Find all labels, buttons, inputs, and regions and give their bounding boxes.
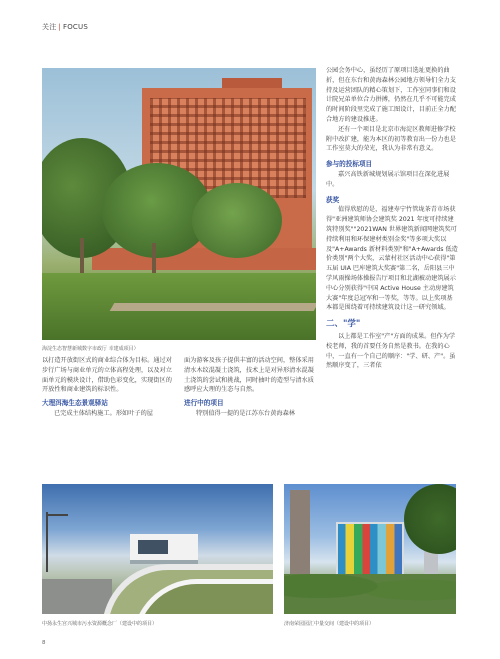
middle-paragraph: 面为游客及孩子提供丰富的活动空间，整体采用清水木纹混凝土浇筑，技术上是对异形清水混凝土浇筑的尝试和挑战，同时抽叶的造型与清水质感呼应大理的生态与自然。 <box>184 357 314 394</box>
left-paragraph-2: 已完成主体结构施工。形如叶子的屋 <box>54 409 153 417</box>
right-paragraph-2: 还有一个项目是北京市海淀区教师进修学校附中改扩建，能为本区的初等教育出一份力也是工作室莫大的荣光，我认为非常有意义。 <box>326 125 456 153</box>
photo-water-plant <box>42 484 273 614</box>
section-title: FOCUS <box>62 23 88 31</box>
right-paragraph-1: 公园会务中心，虽经历了原项目选址更换的曲折，但在东台和黄海森林公园地方领导们全力支持及运营团队的精心策划下，工作室同事们和设计院兄弟单位合力拼搏，仍然在几乎不可能完成的时间阶段里完成了施工图设计，目前正全力配合地方的建设推进。 <box>326 67 456 123</box>
photo-right-caption: 济南荣园园汇中量交间（建设中的项目） <box>284 621 375 627</box>
left-column <box>42 356 175 419</box>
right-heading-bids: 参与的投标项目 <box>326 160 373 169</box>
middle-column <box>184 356 316 419</box>
right-paragraph-4: 值得欣慰的是，福建寿宁竹管垅茶青市场获得"亚洲建筑师协会建筑奖 2021 年度可持续建筑特别奖""2021WAN 世界建筑新闻网建筑奖可持续利用和环保建材类别金奖"等多项大奖以及"A+Awards 新材料类别"和"A+Awards 低造价类别"两个大奖，云蒙村社区活动中心获得"第五届 UIA 巴库建筑大奖赛"第二名，岳阳县三中学风雨操场体操报告厅项目和北湖被动建筑展示中心分别获得"中国 Active House 主动房建筑大赛"年度总冠军和一等奖，等等。以上奖项基本都是围绕着可持续建筑设计这一研究领域。 <box>326 206 458 312</box>
middle-heading: 进行中的项目 <box>184 399 224 408</box>
section-label: 关注 <box>42 23 57 31</box>
right-big-heading: 二、"学" <box>326 319 361 330</box>
right-column <box>326 66 458 371</box>
header-separator: | <box>58 23 61 31</box>
page-number: 8 <box>42 640 46 646</box>
main-photo-building <box>42 68 316 340</box>
right-paragraph-5: 以上都是工作室"产"方面的成果。但作为学校老师，我的首要任务自然是教书。在我的心中，一直有一个自己的顺序："学、研、产"。虽然顺序变了，三者依 <box>326 332 456 370</box>
middle-paragraph-2: 特别值得一提的是江苏东台黄海森林 <box>196 409 295 417</box>
photo-jinan-center <box>284 484 456 614</box>
main-photo-caption: 海淀生态智慧新城数字市政厅 幸建成项目） <box>42 346 139 352</box>
page-header <box>42 22 88 32</box>
left-paragraph: 以打造开放街区式的商业综合体为目标。通过对步行广场与商业单元的立体高程处理，以及对立面单元的模块设计，借助色彩变化，实现街区的开放性和商业建筑的标识性。 <box>42 357 172 394</box>
right-heading-awards: 获奖 <box>326 195 340 204</box>
photo-left-caption: 中扬永生宫兴城市污水资源概念厂（建设中的项目） <box>42 621 158 627</box>
left-heading: 大理洱海生态景观驿站 <box>42 399 108 408</box>
right-paragraph-3: 嘉兴高铁新城规划展示馆项目在深化进展中。 <box>326 170 450 188</box>
